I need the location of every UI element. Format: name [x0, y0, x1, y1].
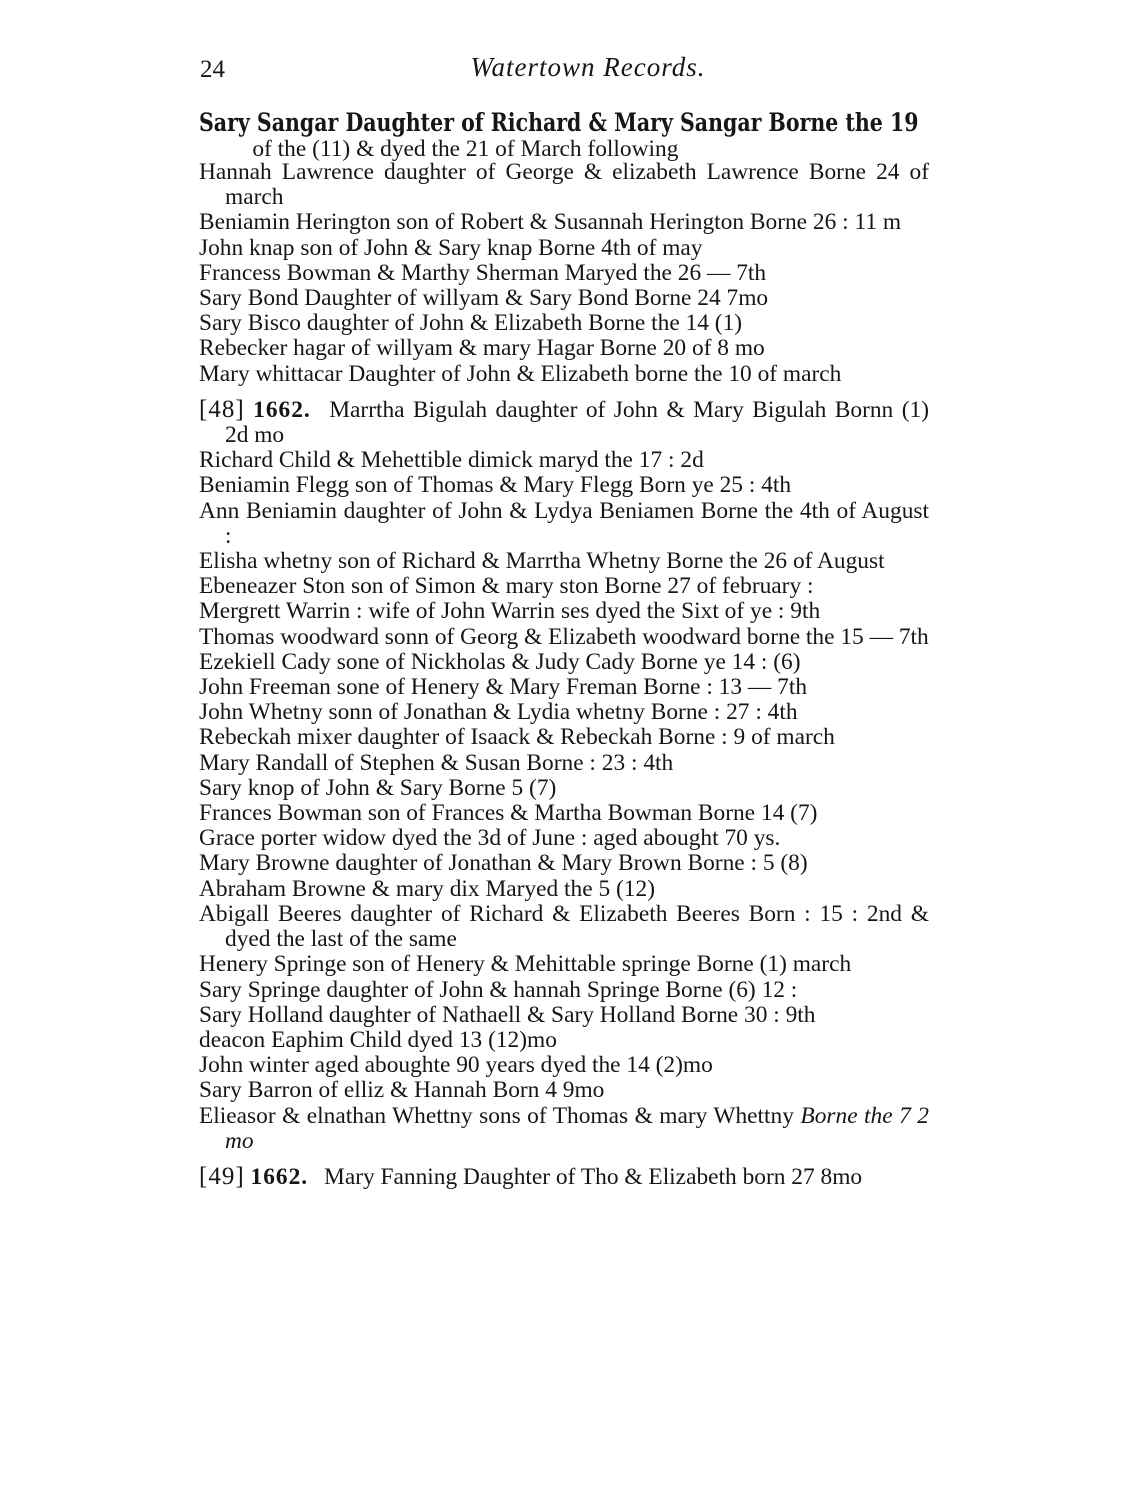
records-list — [199, 108, 929, 1190]
section-marker: [49] — [199, 1162, 245, 1190]
record-entry: Sary Bisco daughter of John & Elizabeth Borne the 14 (1) — [199, 310, 743, 337]
section-year: 1662. — [253, 396, 311, 423]
section-49-entry — [199, 1164, 929, 1190]
entry-text: Elieasor & elnathan Whettny sons of Thomas & mary Whettny — [199, 1102, 794, 1129]
record-entry: Elisha whetny son of Richard & Marrtha Whetny Borne the 26 of August — [199, 548, 885, 575]
record-entry: Ezekiell Cady sone of Nickholas & Judy Cady Borne ye 14 : (6) — [199, 648, 801, 675]
record-entry: Beniamin Flegg son of Thomas & Mary Flegg Born ye 25 : 4th — [199, 472, 792, 499]
running-title: Watertown Records. — [470, 52, 706, 82]
record-entry: Mary Randall of Stephen & Susan Borne : 23 : 4th — [199, 749, 674, 776]
record-entry: Ebeneazer Ston son of Simon & mary ston Borne 27 of february : — [199, 573, 814, 600]
first-entry-head: Sary Sangar Daughter of Richard & Mary Sangar Borne the 19 — [199, 108, 919, 137]
entries-group-a — [199, 160, 929, 387]
record-entry: Sary knop of John & Sary Borne 5 (7) — [199, 774, 557, 801]
record-entry: Rebeckah mixer daughter of Isaack & Rebeckah Borne : 9 of march — [199, 724, 835, 751]
first-entry — [199, 108, 950, 160]
record-entry: Abraham Browne & mary dix Maryed the 5 (12) — [199, 875, 655, 902]
record-entry: Sary Springe daughter of John & hannah Springe Borne (6) 12 : — [199, 976, 798, 1003]
record-entry: deacon Eaphim Child dyed 13 (12)mo — [199, 1026, 557, 1053]
record-entry: Mergrett Warrin : wife of John Warrin ses dyed the Sixt of ye : 9th — [199, 598, 821, 625]
record-entry: Sary Barron of elliz & Hannah Born 4 9mo — [199, 1077, 605, 1104]
section-text: Marrtha Bigulah daughter of John & Mary Bigulah Bornn (1) 2d mo — [225, 396, 929, 449]
record-entry: Sary Holland daughter of Nathaell & Sary Holland Borne 30 : 9th — [199, 1001, 816, 1028]
record-entry: Frances Bowman son of Frances & Martha Bowman Borne 14 (7) — [199, 800, 818, 827]
entries-group-b — [199, 448, 929, 1103]
section-year: 1662. — [250, 1163, 309, 1190]
record-entry: John Freeman sone of Henery & Mary Freman Borne : 13 — 7th — [199, 674, 808, 701]
record-entry: Thomas woodward sonn of Georg & Elizabeth woodward borne the 15 — 7th — [199, 623, 929, 650]
record-entry: Grace porter widow dyed the 3d of June : aged abought 70 ys. — [199, 825, 781, 852]
record-entry: John knap son of John & Sary knap Borne 4th of may — [199, 234, 703, 261]
section-marker: [48] — [199, 395, 245, 423]
record-entry: Mary Browne daughter of Jonathan & Mary Brown Borne : 5 (8) — [199, 850, 808, 877]
page-number: 24 — [200, 56, 225, 83]
entry-italic-text: Borne the 7 2 mo — [225, 1102, 929, 1154]
record-entry: Ann Beniamin daughter of John & Lydya Beniamen Borne the 4th of August : — [199, 497, 929, 549]
record-entry: Beniamin Herington son of Robert & Susannah Herington Borne 26 : 11 m — [199, 209, 902, 236]
section-text: Mary Fanning Daughter of Tho & Elizabeth born 27 8mo — [324, 1163, 863, 1190]
record-entry: Sary Bond Daughter of willyam & Sary Bond Borne 24 7mo — [199, 285, 769, 312]
record-entry: Abigall Beeres daughter of Richard & Elizabeth Beeres Born : 15 : 2nd & dyed the last of the same — [199, 900, 929, 953]
record-entry: Francess Bowman & Marthy Sherman Maryed the 26 — 7th — [199, 259, 767, 286]
record-entry: Mary whittacar Daughter of John & Elizabeth borne the 10 of march — [199, 360, 842, 387]
record-entry: Hannah Lawrence daughter of George & elizabeth Lawrence Borne 24 of march — [199, 159, 929, 211]
first-entry-tail: of the (11) & dyed the 21 of March following — [252, 136, 679, 162]
record-entry: Rebecker hagar of willyam & mary Hagar Borne 20 of 8 mo — [199, 335, 765, 362]
record-entry: John Whetny sonn of Jonathan & Lydia whetny Borne : 27 : 4th — [199, 699, 798, 726]
record-entry: John winter aged aboughte 90 years dyed the 14 (2)mo — [199, 1052, 713, 1079]
section-48-entry — [199, 397, 929, 448]
entry-elieasor — [199, 1104, 929, 1154]
record-entry: Henery Springe son of Henery & Mehittable springe Borne (1) march — [199, 951, 852, 978]
page-header — [0, 52, 1136, 88]
record-entry: Richard Child & Mehettible dimick maryd the 17 : 2d — [199, 447, 704, 474]
